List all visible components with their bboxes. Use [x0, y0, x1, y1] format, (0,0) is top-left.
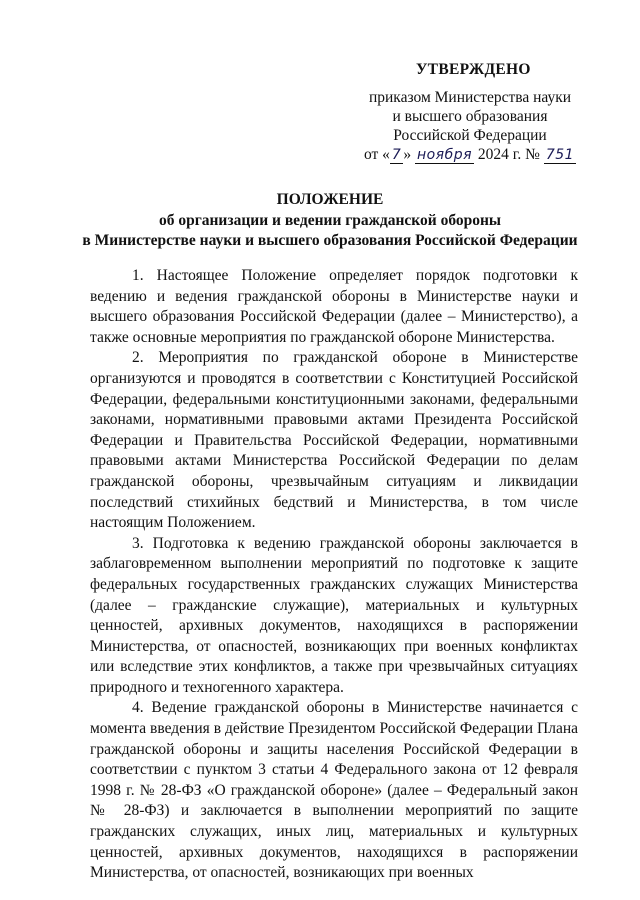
order-year: 2024 г. № — [477, 146, 540, 163]
document-title-block — [40, 190, 620, 251]
approval-line-2: и высшего образования — [392, 108, 548, 125]
approved-stamp: УТВЕРЖДЕНО — [416, 61, 531, 78]
approval-line-3: Российской Федерации — [393, 127, 547, 144]
approval-block — [340, 60, 600, 165]
date-prefix: от « — [363, 146, 390, 163]
paragraph-3: 3. Подготовка к ведению гражданской обороны заключается в заблаговременном выполнении мероприятий по подготовке к защите федеральных государственных гражданских служащих Министерства (далее – гражданские служащие), материальных и культурных ценностей, архивных документов, находящихся в распоряжении Министерства, от опасностей, возникающих при военных конфликтах или вследствие этих конфликтов, а также при чрезвычайных ситуациях природного и техногенного характера. — [90, 534, 578, 696]
date-mid: » — [403, 146, 412, 163]
document-subtitle-2: в Министерстве науки и высшего образования Российской Федерации — [82, 232, 578, 249]
paragraph-2: 2. Мероприятия по гражданской обороне в Министерстве организуются и проводятся в соответствии с Конституцией Российской Федерации, федеральными конституционными законами, федеральными законами, нормативными правовыми актами Президента Российской Федерации и Правительства Российской Федерации, нормативными правовыми актами Министерства Российской Федерации по делам гражданской обороны, чрезвычайным ситуациям и ликвидации последствий стихийных бедствий и Министерства, в том числе настоящим Положением. — [90, 349, 578, 532]
document-subtitle-1: об организации и ведении гражданской обороны — [158, 212, 502, 229]
document-body — [90, 266, 578, 884]
paragraph-1: 1. Настоящее Положение определяет порядок подготовки к ведению и ведения гражданской обороны в Министерстве науки и высшего образования Российской Федерации (далее – Министерство), а также основные мероприятия по гражданской обороне Министерства. — [90, 267, 578, 346]
paragraph-4: 4. Ведение гражданской обороны в Министерстве начинается с момента введения в действие Президентом Российской Федерации Плана гражданской обороны и защиты населения Российской Федерации в соответствии с пунктом 3 статьи 4 Федерального закона от 12 февраля 1998 г. № 28-ФЗ «О гражданской обороне» (далее – Федеральный закон № 28-ФЗ) и заключается в выполнении мероприятий по защите гражданских служащих, иных лиц, материальных и культурных ценностей, архивных документов, находящихся в распоряжении Министерства, от опасностей, возникающих при военных — [90, 699, 578, 882]
order-date-line — [340, 145, 600, 165]
document-title: ПОЛОЖЕНИЕ — [276, 191, 384, 208]
approval-line-1: приказом Министерства науки — [368, 89, 572, 106]
order-day: 7 — [391, 147, 402, 163]
order-month: ноября — [416, 147, 473, 163]
order-number: 751 — [545, 147, 575, 163]
